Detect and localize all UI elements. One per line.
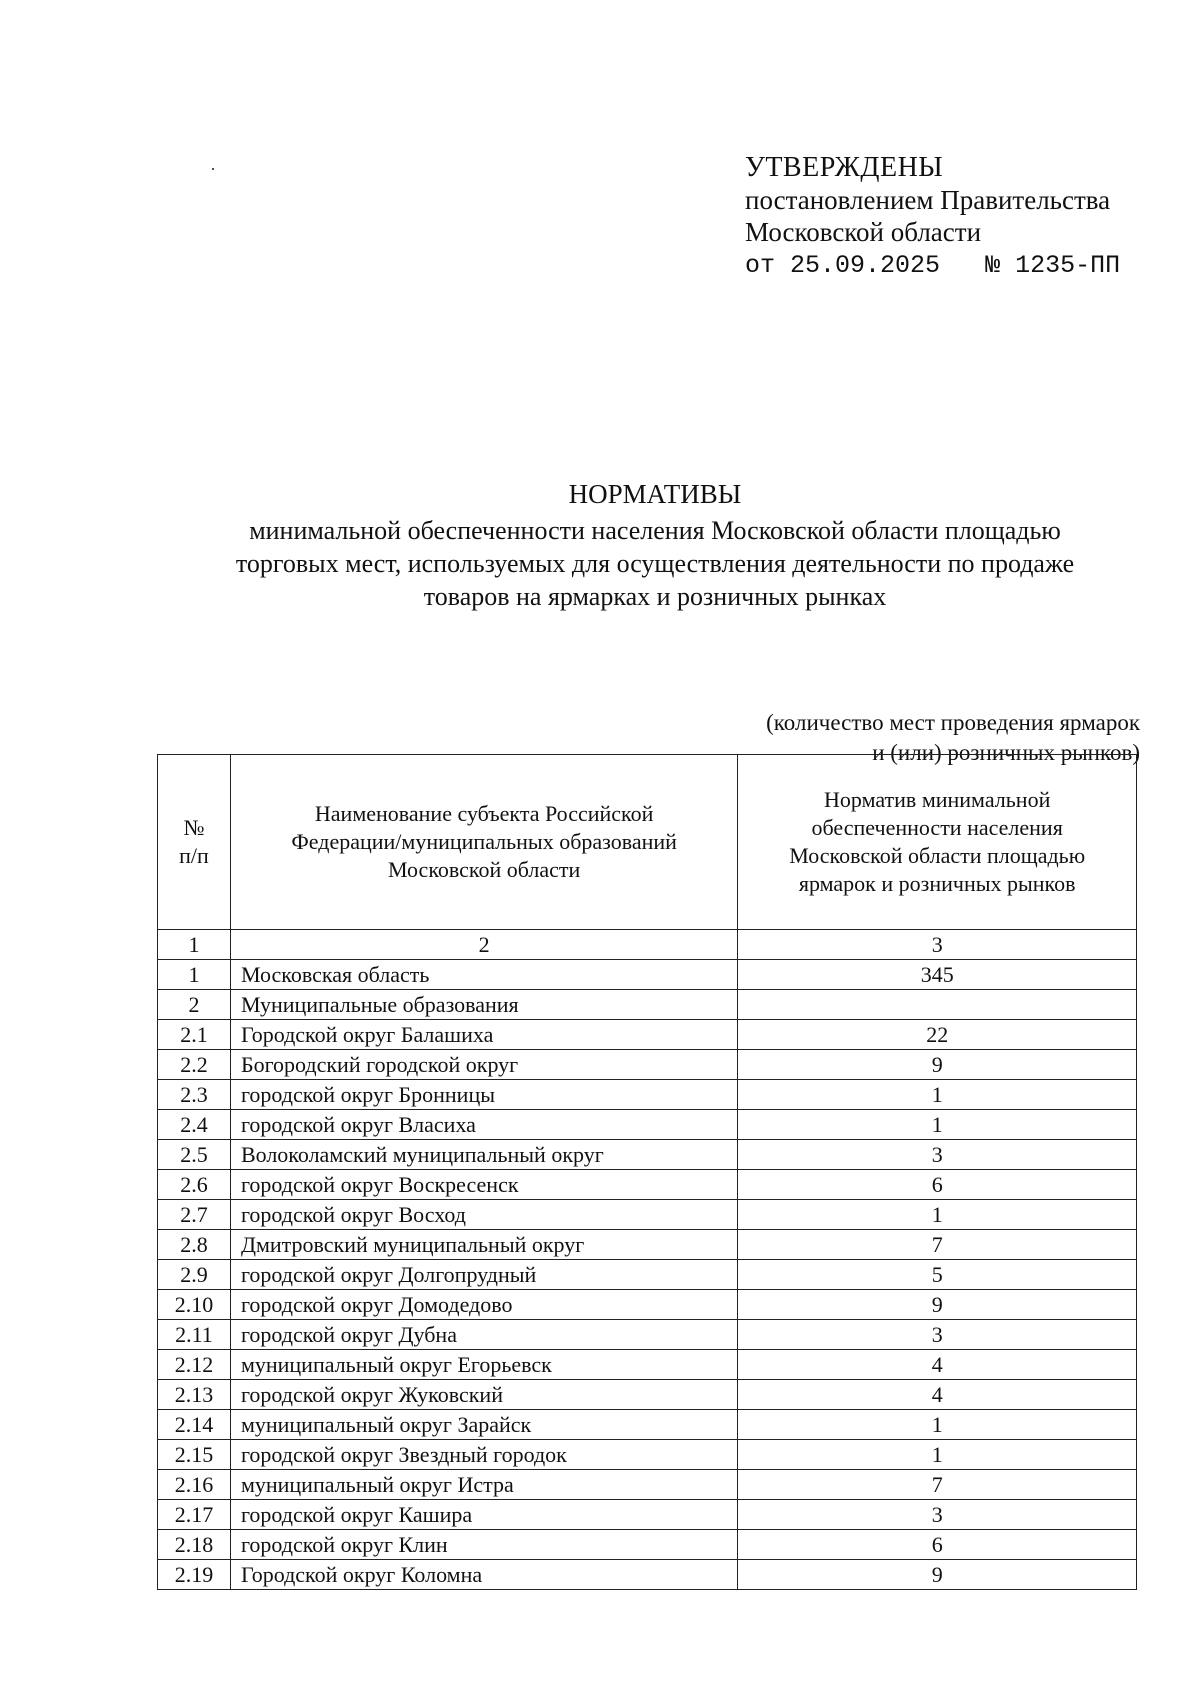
row-name: городской округ Дубна	[230, 1320, 737, 1350]
row-number: 2.17	[158, 1500, 231, 1530]
row-name: городской округ Жуковский	[230, 1380, 737, 1410]
table-row	[158, 1230, 1137, 1260]
table-row	[158, 1530, 1137, 1560]
table-row	[158, 1350, 1137, 1380]
table-row	[158, 1560, 1137, 1590]
decree-date: 25.09.2025	[790, 251, 941, 280]
row-value: 1	[738, 1200, 1137, 1230]
row-value	[738, 990, 1137, 1020]
table-row	[158, 1500, 1137, 1530]
units-note-line-2: и (или) розничных рынков)	[872, 740, 1140, 765]
units-note-line-1: (количество мест проведения ярмарок	[766, 710, 1140, 735]
row-value: 3	[738, 1140, 1137, 1170]
row-name: муниципальный округ Егорьевск	[230, 1350, 737, 1380]
row-value: 6	[738, 1170, 1137, 1200]
table-row	[158, 1140, 1137, 1170]
row-name: городской округ Долгопрудный	[230, 1260, 737, 1290]
header-norm-line-2: обеспеченности населения	[811, 815, 1063, 840]
scan-speck	[212, 168, 214, 170]
table-row	[158, 1110, 1137, 1140]
row-name: городской округ Восход	[230, 1200, 737, 1230]
row-name: городской округ Кашира	[230, 1500, 737, 1530]
row-number: 2.1	[158, 1020, 231, 1050]
row-name: муниципальный округ Зарайск	[230, 1410, 737, 1440]
document-subtitle-line-1: минимальной обеспеченности населения Московской области площадью	[249, 516, 1061, 545]
row-name: Дмитровский муниципальный округ	[230, 1230, 737, 1260]
row-number: 1	[158, 960, 231, 990]
approval-date-line	[745, 250, 1175, 282]
row-value: 3	[738, 1500, 1137, 1530]
row-name: Муниципальные образования	[230, 990, 737, 1020]
table-row	[158, 1200, 1137, 1230]
row-number: 2.14	[158, 1410, 231, 1440]
column-number-3: 3	[738, 930, 1137, 960]
row-name: городской округ Звездный городок	[230, 1440, 737, 1470]
row-name: городской округ Клин	[230, 1530, 737, 1560]
row-name: городской округ Домодедово	[230, 1290, 737, 1320]
row-value: 9	[738, 1290, 1137, 1320]
table-row	[158, 1080, 1137, 1110]
table-row	[158, 1050, 1137, 1080]
header-number-line-2: п/п	[179, 843, 209, 868]
approval-heading: УТВЕРЖДЕНЫ	[745, 152, 944, 183]
table-row	[158, 1320, 1137, 1350]
row-name: Городской округ Балашиха	[230, 1020, 737, 1050]
date-prefix: от	[745, 251, 776, 280]
row-number: 2.4	[158, 1110, 231, 1140]
row-number: 2.2	[158, 1050, 231, 1080]
row-value: 5	[738, 1260, 1137, 1290]
row-number: 2.8	[158, 1230, 231, 1260]
row-number: 2.5	[158, 1140, 231, 1170]
row-number: 2.9	[158, 1260, 231, 1290]
row-number: 2.19	[158, 1560, 231, 1590]
row-value: 1	[738, 1080, 1137, 1110]
row-value: 345	[738, 960, 1137, 990]
row-name: Городской округ Коломна	[230, 1560, 737, 1590]
document-subtitle-line-2: торговых мест, используемых для осуществления деятельности по продаже	[235, 549, 1075, 578]
row-number: 2.12	[158, 1350, 231, 1380]
row-number: 2.7	[158, 1200, 231, 1230]
row-number: 2.15	[158, 1440, 231, 1470]
row-value: 9	[738, 1560, 1137, 1590]
row-number: 2.11	[158, 1320, 231, 1350]
header-number	[158, 755, 231, 930]
row-value: 4	[738, 1380, 1137, 1410]
document-subtitle-line-3: товаров на ярмарках и розничных рынках	[423, 582, 887, 611]
column-number-1: 1	[158, 930, 231, 960]
approval-stamp	[745, 152, 1175, 282]
row-number: 2.6	[158, 1170, 231, 1200]
header-number-line-1: №	[183, 815, 205, 840]
norms-table	[157, 754, 1137, 1590]
row-name: городской округ Воскресенск	[230, 1170, 737, 1200]
header-norm-line-1: Норматив минимальной	[824, 787, 1051, 812]
row-value: 7	[738, 1470, 1137, 1500]
table-row	[158, 1380, 1137, 1410]
row-value: 9	[738, 1050, 1137, 1080]
row-name: муниципальный округ Истра	[230, 1470, 737, 1500]
approval-line-2: Московской области	[745, 217, 982, 247]
row-name: Богородский городской округ	[230, 1050, 737, 1080]
row-value: 4	[738, 1350, 1137, 1380]
row-value: 1	[738, 1410, 1137, 1440]
header-name	[230, 755, 737, 930]
document-title: НОРМАТИВЫ	[568, 479, 742, 509]
row-number: 2.16	[158, 1470, 231, 1500]
row-name: городской округ Бронницы	[230, 1080, 737, 1110]
table-row	[158, 1170, 1137, 1200]
approval-line-1: постановлением Правительства	[745, 185, 1111, 215]
row-value: 22	[738, 1020, 1137, 1050]
table-row	[158, 1440, 1137, 1470]
header-name-line-2: Федерации/муниципальных образований	[291, 829, 677, 854]
row-number: 2.3	[158, 1080, 231, 1110]
header-name-line-3: Московской области	[388, 857, 581, 882]
row-name: Волоколамский муниципальный округ	[230, 1140, 737, 1170]
header-norm-line-4: ярмарок и розничных рынков	[798, 871, 1076, 896]
table-row	[158, 1290, 1137, 1320]
document-title-block	[150, 478, 1160, 613]
table-row	[158, 960, 1137, 990]
row-value: 6	[738, 1530, 1137, 1560]
header-norm	[738, 755, 1137, 930]
number-sign: №	[985, 251, 1001, 280]
column-number-2: 2	[230, 930, 737, 960]
row-value: 1	[738, 1110, 1137, 1140]
table-row	[158, 1410, 1137, 1440]
row-value: 3	[738, 1320, 1137, 1350]
table-row	[158, 1020, 1137, 1050]
row-value: 1	[738, 1440, 1137, 1470]
row-name: городской округ Власиха	[230, 1110, 737, 1140]
row-name: Московская область	[230, 960, 737, 990]
header-name-line-1: Наименование субъекта Российской	[314, 801, 654, 826]
decree-number: 1235-ПП	[1015, 251, 1121, 280]
table-row	[158, 1260, 1137, 1290]
column-number-row	[158, 930, 1137, 960]
row-number: 2	[158, 990, 231, 1020]
row-number: 2.10	[158, 1290, 231, 1320]
table-row	[158, 990, 1137, 1020]
header-norm-line-3: Московской области площадью	[789, 843, 1086, 868]
table-header-row	[158, 755, 1137, 930]
row-number: 2.13	[158, 1380, 231, 1410]
row-number: 2.18	[158, 1530, 231, 1560]
table-row	[158, 1470, 1137, 1500]
row-value: 7	[738, 1230, 1137, 1260]
